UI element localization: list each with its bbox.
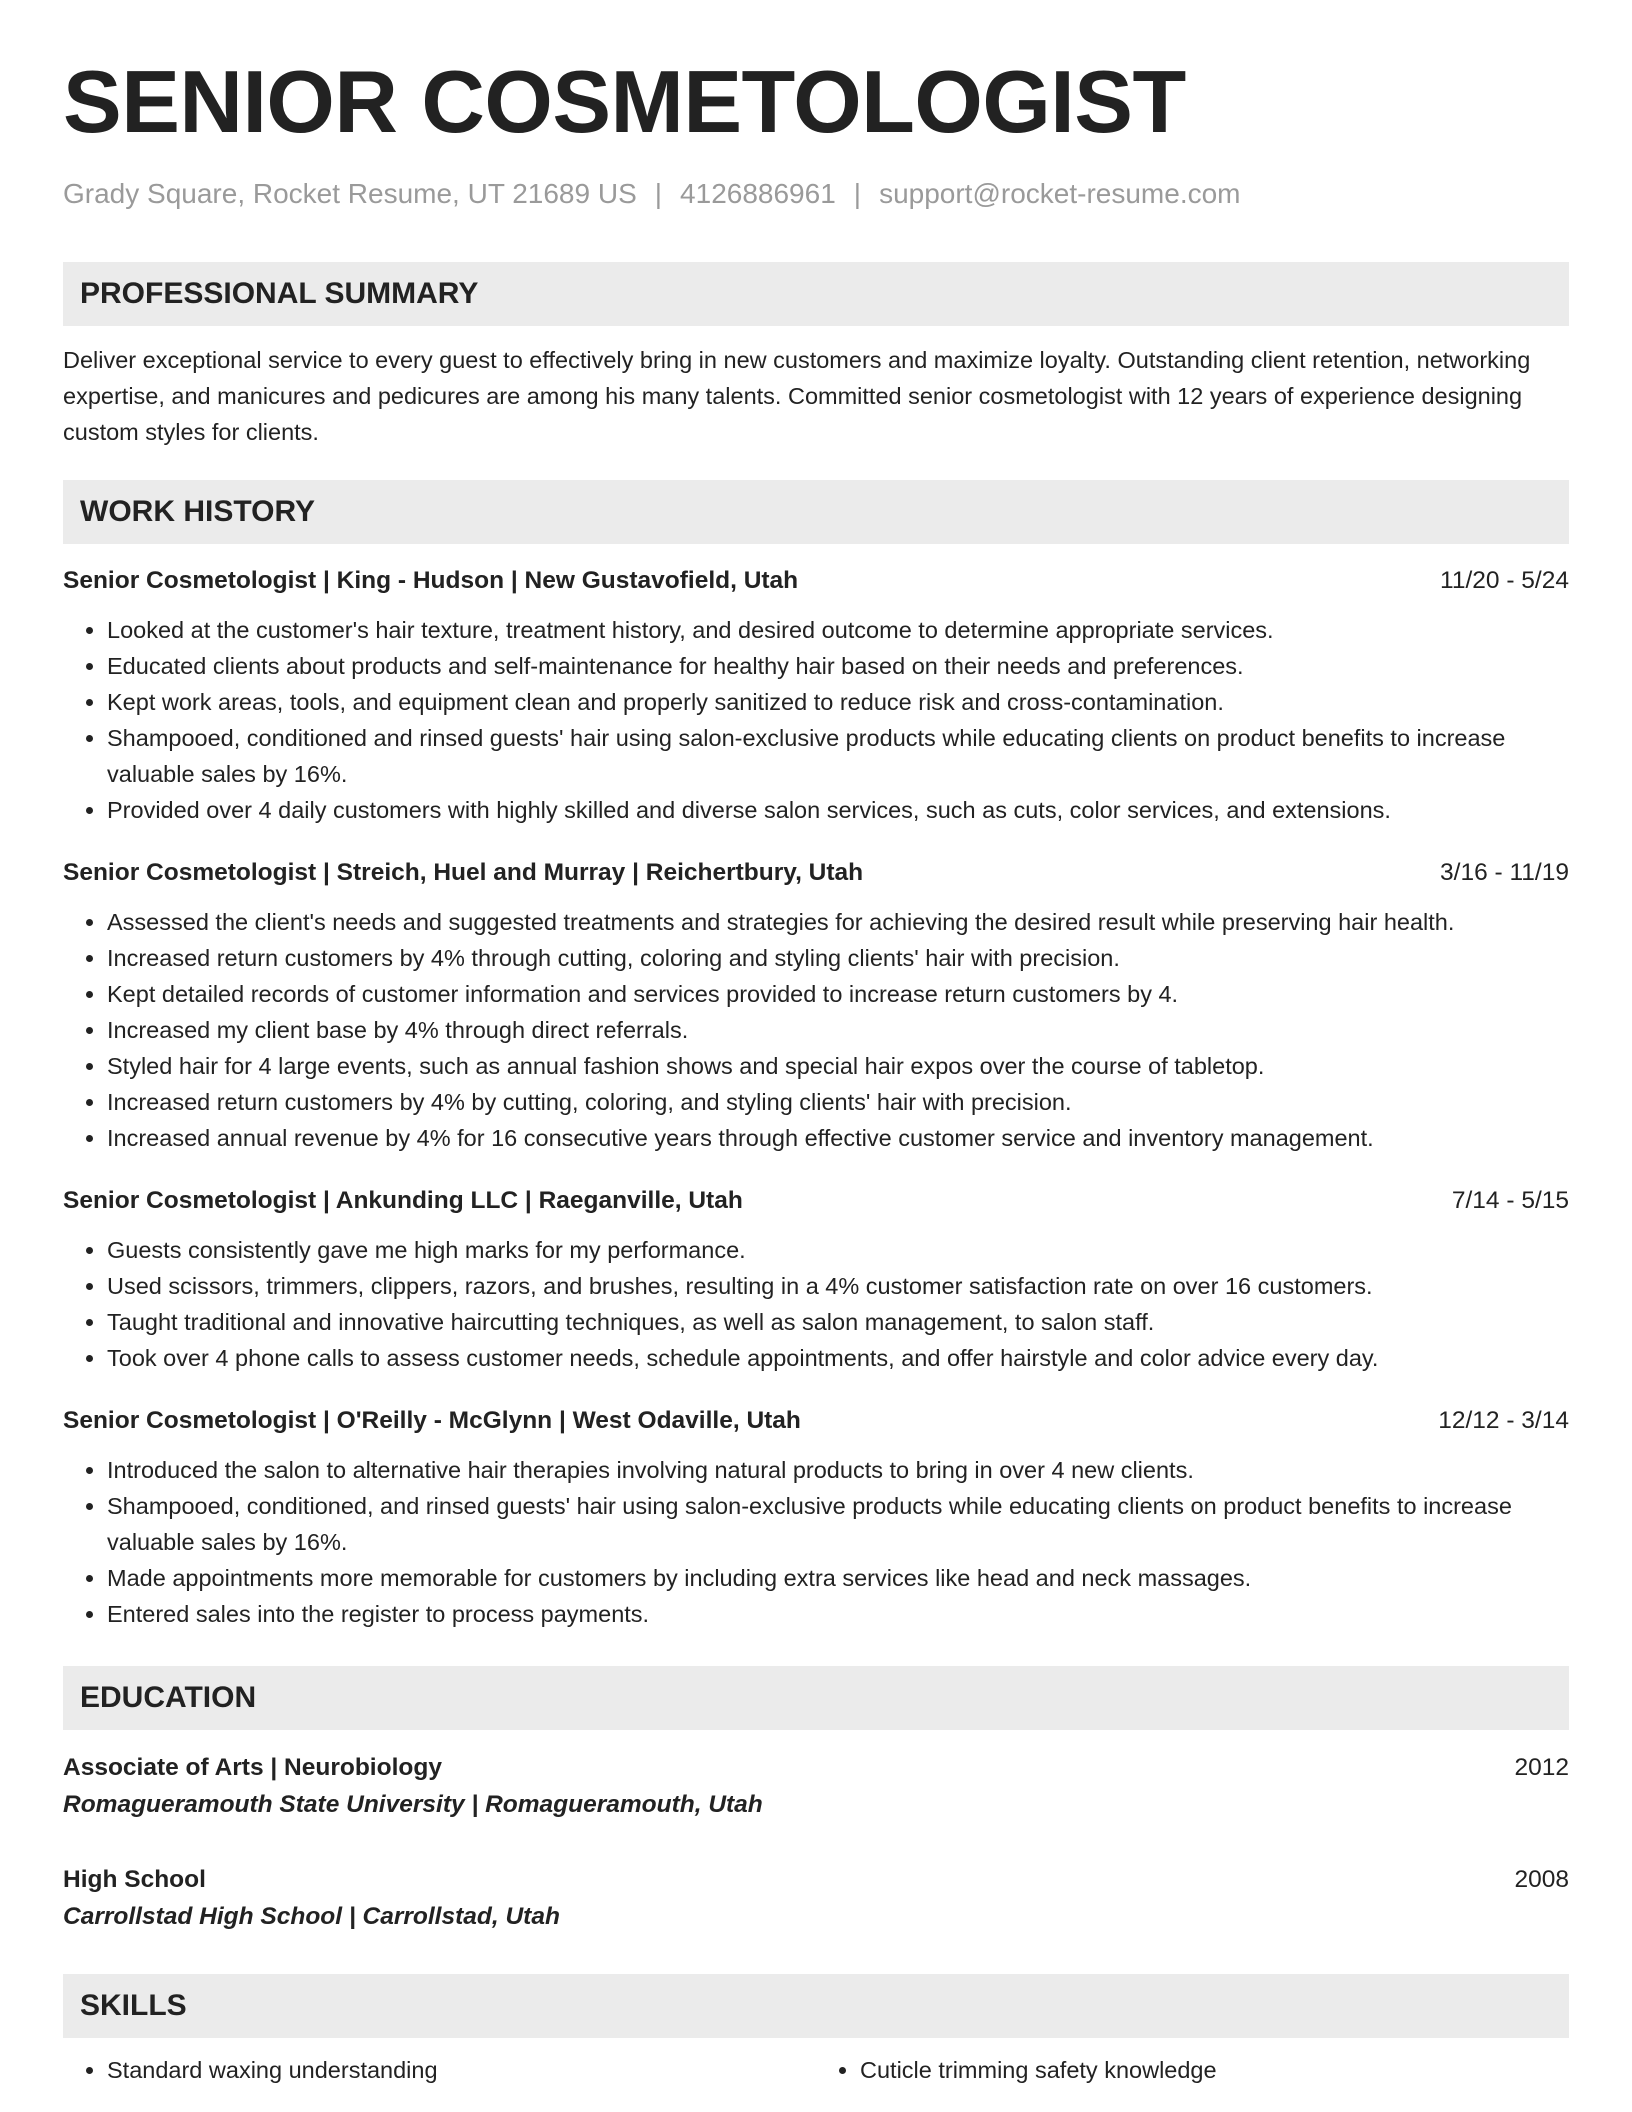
job-bullet: • Increased return customers by 4% by cutting, coloring, and styling clients' hair with precision. — [107, 1084, 1569, 1120]
job-title: Senior Cosmetologist | Streich, Huel and Murray | Reichertbury, Utah — [63, 859, 864, 886]
job-header — [63, 1404, 1569, 1438]
summary-text: Deliver exceptional service to every guest to effectively bring in new customers and maximize loyalty. Outstanding client retention, networking expertise, and manicures and pedicures are among his many talents. Committed senior cosmetologist with 12 years of experience designing custom styles for clients. — [63, 347, 1531, 445]
skill-item: • Cuticle trimming safety knowledge — [860, 2052, 1569, 2088]
job-bullet: • Took over 4 phone calls to assess customer needs, schedule appointments, and offer hairstyle and color advice every day. — [107, 1340, 1569, 1376]
job-header — [63, 856, 1569, 890]
education-year: 2012 — [1514, 1754, 1569, 1781]
education-entry — [63, 1862, 1569, 1936]
education-school: Carrollstad High School | Carrollstad, Utah — [63, 1903, 560, 1930]
skills-grid — [63, 2052, 1569, 2088]
job-bullet: • Used scissors, trimmers, clippers, razors, and brushes, resulting in a 4% customer satisfaction rate on over 16 customers. — [107, 1268, 1569, 1304]
job-dates: 3/16 - 11/19 — [1440, 859, 1569, 886]
section-header-education: EDUCATION — [63, 1666, 1569, 1730]
job-bullet: • Styled hair for 4 large events, such as annual fashion shows and special hair expos over the course of tabletop. — [107, 1048, 1569, 1084]
job-entry — [63, 564, 1569, 828]
job-dates: 11/20 - 5/24 — [1440, 567, 1569, 594]
section-header-work-history: WORK HISTORY — [63, 480, 1569, 544]
job-bullet: • Provided over 4 daily customers with highly skilled and diverse salon services, such as cuts, color services, and extensions. — [107, 792, 1569, 828]
education-school: Romagueramouth State University | Romagueramouth, Utah — [63, 1791, 763, 1818]
resume-name: SENIOR COSMETOLOGIST — [63, 52, 1186, 151]
job-dates: 7/14 - 5/15 — [1451, 1187, 1569, 1214]
job-bullet-list — [63, 904, 1569, 1156]
job-bullet: • Entered sales into the register to process payments. — [107, 1596, 1569, 1632]
job-bullet: • Shampooed, conditioned and rinsed guests' hair using salon-exclusive products while educating clients on product benefits to increase valuable sales by 16%. — [107, 720, 1569, 792]
job-bullet: • Shampooed, conditioned, and rinsed guests' hair using salon-exclusive products while educating clients on product benefits to increase valuable sales by 16%. — [107, 1488, 1569, 1560]
contact-separator: | — [654, 178, 663, 209]
job-title: Senior Cosmetologist | Ankunding LLC | Raeganville, Utah — [63, 1187, 743, 1214]
job-bullet-list — [63, 1232, 1569, 1376]
education-entry — [63, 1750, 1569, 1824]
job-bullet: • Increased return customers by 4% through cutting, coloring and styling clients' hair with precision. — [107, 940, 1569, 976]
job-entry — [63, 856, 1569, 1156]
education-list — [63, 1750, 1569, 1936]
job-bullet: • Looked at the customer's hair texture, treatment history, and desired outcome to determine appropriate services. — [107, 612, 1569, 648]
job-bullet: • Guests consistently gave me high marks for my performance. — [107, 1232, 1569, 1268]
job-header — [63, 564, 1569, 598]
education-header — [63, 1750, 1569, 1786]
job-bullet: • Kept detailed records of customer information and services provided to increase return customers by 4. — [107, 976, 1569, 1012]
job-bullet: • Increased annual revenue by 4% for 16 consecutive years through effective customer service and inventory management. — [107, 1120, 1569, 1156]
education-header — [63, 1862, 1569, 1898]
job-bullet-list — [63, 1452, 1569, 1632]
job-title: Senior Cosmetologist | King - Hudson | New Gustavofield, Utah — [63, 567, 799, 594]
job-bullet-list — [63, 612, 1569, 828]
skills-column-left — [63, 2052, 816, 2088]
job-entry — [63, 1184, 1569, 1376]
section-header-summary: PROFESSIONAL SUMMARY — [63, 262, 1569, 326]
job-bullet: • Introduced the salon to alternative hair therapies involving natural products to bring in over 4 new clients. — [107, 1452, 1569, 1488]
job-header — [63, 1184, 1569, 1218]
contact-line — [63, 178, 1569, 210]
contact-phone: 4126886961 — [680, 178, 836, 209]
contact-address: Grady Square, Rocket Resume, UT 21689 US — [63, 178, 637, 209]
job-entry — [63, 1404, 1569, 1632]
job-bullet: • Taught traditional and innovative haircutting techniques, as well as salon management, to salon staff. — [107, 1304, 1569, 1340]
job-dates: 12/12 - 3/14 — [1438, 1407, 1569, 1434]
work-history-list — [63, 564, 1569, 1632]
contact-email: support@rocket-resume.com — [879, 178, 1241, 209]
education-year: 2008 — [1514, 1866, 1569, 1893]
job-bullet: • Educated clients about products and self-maintenance for healthy hair based on their needs and preferences. — [107, 648, 1569, 684]
job-bullet: • Kept work areas, tools, and equipment clean and properly sanitized to reduce risk and cross-contamination. — [107, 684, 1569, 720]
job-bullet: • Made appointments more memorable for customers by including extra services like head and neck massages. — [107, 1560, 1569, 1596]
education-degree: Associate of Arts | Neurobiology — [63, 1754, 442, 1781]
job-bullet: • Assessed the client's needs and suggested treatments and strategies for achieving the desired result while preserving hair health. — [107, 904, 1569, 940]
contact-separator: | — [853, 178, 862, 209]
section-header-skills: SKILLS — [63, 1974, 1569, 2038]
job-bullet: • Increased my client base by 4% through direct referrals. — [107, 1012, 1569, 1048]
education-degree: High School — [63, 1866, 206, 1893]
skill-item: • Standard waxing understanding — [107, 2052, 816, 2088]
skills-column-right — [816, 2052, 1569, 2088]
job-title: Senior Cosmetologist | O'Reilly - McGlynn | West Odaville, Utah — [63, 1407, 801, 1434]
